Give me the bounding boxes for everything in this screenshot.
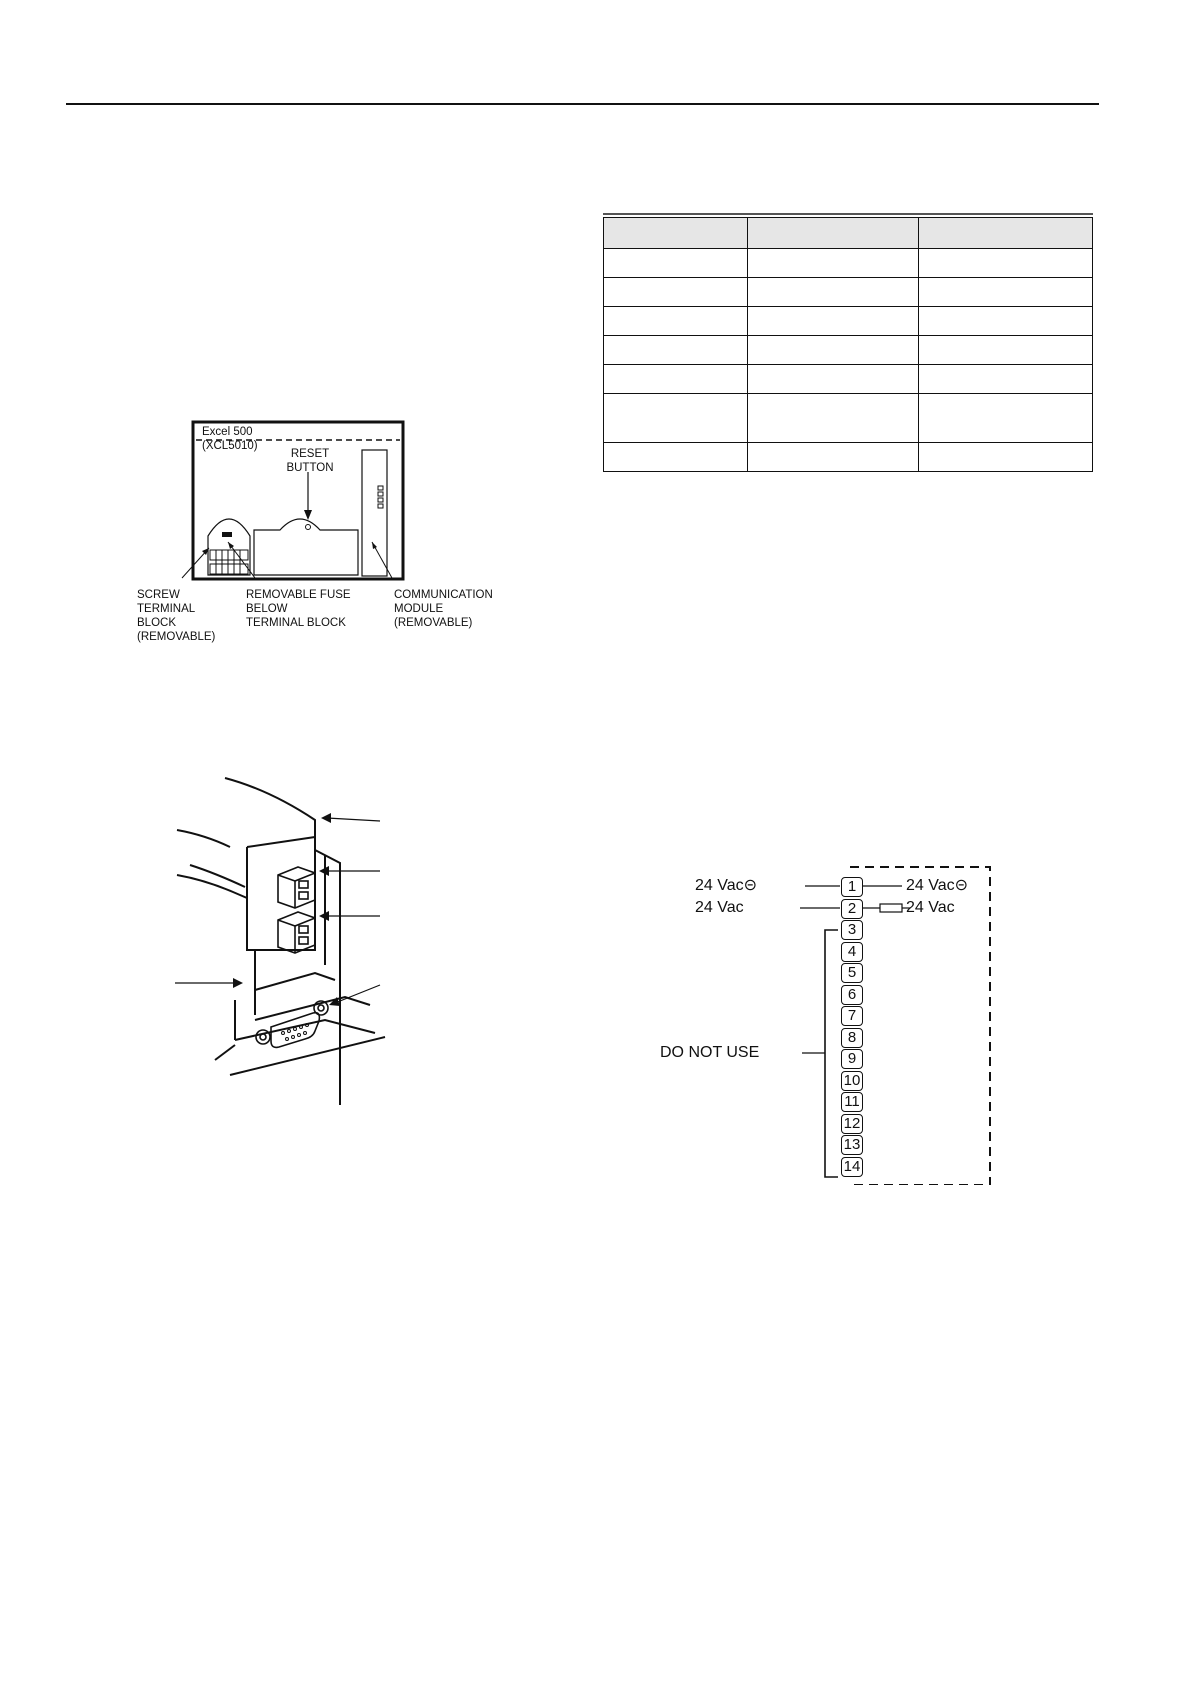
left-label-2: 24 Vac [695, 899, 744, 916]
reset-arrow-head [304, 510, 312, 520]
device-model: (XCL5010) [202, 440, 258, 452]
table-row [604, 443, 1093, 472]
reset-button [306, 525, 311, 530]
terminal-1: 1 [841, 877, 863, 897]
reset-label-2: BUTTON [286, 462, 334, 474]
terminal-5: 5 [841, 963, 863, 983]
table-row [604, 307, 1093, 336]
table-row [604, 278, 1093, 307]
callout-line-housing [327, 818, 380, 821]
module-isometric-view [175, 775, 390, 1120]
right-label-2: 24 Vac [906, 899, 955, 916]
table-top-rule [603, 213, 1093, 215]
right-label-1: 24 Vac⊝ [906, 877, 969, 894]
device-name: Excel 500 [202, 426, 253, 438]
module-top-curve [225, 778, 315, 837]
screw-terminal-label-3: BLOCK [137, 617, 176, 629]
comm-module-label-2: MODULE [394, 603, 444, 615]
terminal-block-latch [222, 532, 232, 537]
specification-table [603, 213, 1093, 472]
module-left-top-curve [177, 830, 230, 847]
terminal-wiring-diagram [660, 855, 1010, 1185]
reset-label-1: RESET [290, 448, 330, 460]
terminal-3: 3 [841, 920, 863, 940]
table-row [604, 249, 1093, 278]
module-leds [378, 486, 383, 508]
do-not-use-bracket [825, 930, 838, 1177]
fuse-label-3: TERMINAL BLOCK [246, 617, 346, 629]
communication-module [362, 450, 387, 576]
terminal-9: 9 [841, 1049, 863, 1069]
terminal-block-outline [208, 519, 250, 575]
terminal-6: 6 [841, 985, 863, 1005]
table-grid [603, 217, 1093, 472]
sub-d-connector [256, 1001, 328, 1047]
terminal-2: 2 [841, 899, 863, 919]
comm-module-label-1: COMMUNICATION [394, 589, 493, 601]
terminal-7: 7 [841, 1006, 863, 1026]
comm-module-label-3: (REMOVABLE) [394, 617, 473, 629]
terminal-14: 14 [841, 1157, 863, 1177]
fuse-symbol [880, 904, 902, 912]
terminal-13: 13 [841, 1135, 863, 1155]
terminal-4: 4 [841, 942, 863, 962]
table-row [604, 365, 1093, 394]
screw-terminal-label-4: (REMOVABLE) [137, 631, 216, 643]
table-header-row [604, 218, 1093, 249]
plug-connector-1 [278, 867, 315, 908]
module-left-inner-curve [190, 865, 245, 887]
terminal-10: 10 [841, 1071, 863, 1091]
terminal-11: 11 [841, 1092, 863, 1112]
controller-front-view [130, 420, 510, 680]
left-label-1: 24 Vac⊝ [695, 877, 758, 894]
terminal-8: 8 [841, 1028, 863, 1048]
plug-connector-2 [278, 912, 315, 953]
screw-terminal-label-2: TERMINAL [137, 603, 196, 615]
terminal-12: 12 [841, 1114, 863, 1134]
fuse-label-2: BELOW [246, 603, 288, 615]
module-isometric-drawing [175, 775, 390, 1120]
table-row [604, 336, 1093, 365]
module-left-curve [177, 875, 247, 898]
table-row [604, 394, 1093, 443]
fuse-label-1: REMOVABLE FUSE [246, 589, 351, 601]
header-rule [66, 103, 1099, 105]
screw-terminal-label-1: SCREW [137, 589, 180, 601]
do-not-use-label: DO NOT USE [660, 1044, 760, 1061]
